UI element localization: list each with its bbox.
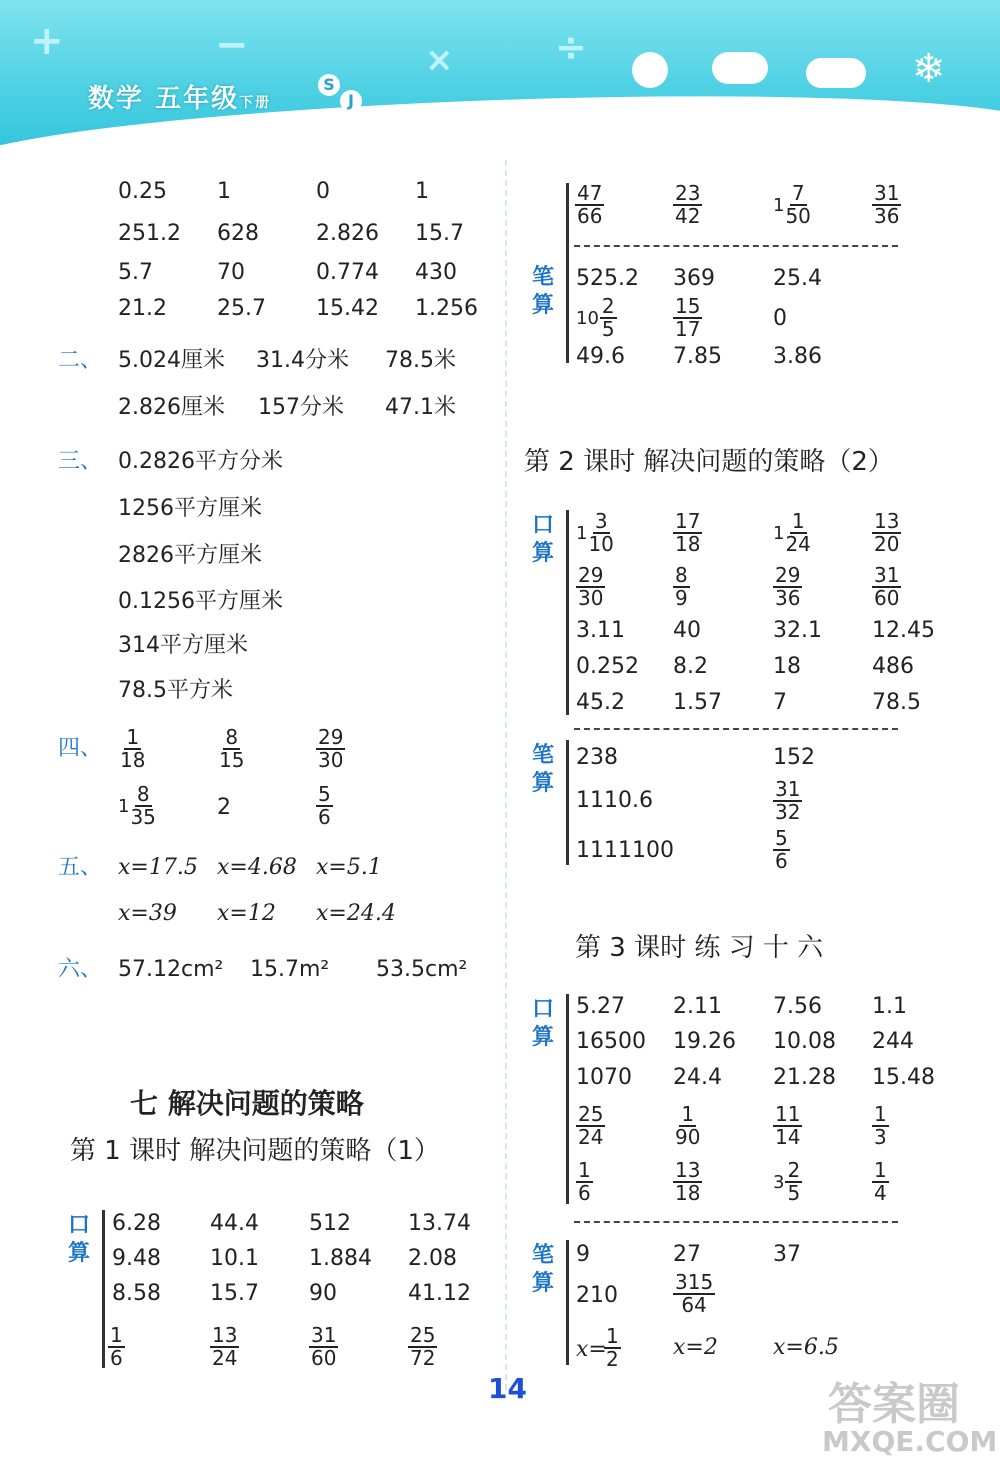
cell: 1070 — [576, 1065, 632, 1090]
bracket-bar — [102, 1210, 105, 1368]
cell: 78.5 — [872, 690, 921, 715]
cell: 3.11 — [576, 618, 625, 643]
cell: 19.26 — [673, 1029, 736, 1054]
equation: x=24.4 — [316, 901, 396, 926]
answer: 314平方厘米 — [118, 633, 248, 658]
fraction: $\frac{15}{17}$ — [675, 294, 701, 341]
cell: 5.7 — [118, 260, 153, 285]
fraction: $\frac{31}{32}$ — [775, 777, 801, 824]
question-label-5: 五、 — [58, 855, 103, 880]
unit-title: 七 解决问题的策略 — [130, 1087, 364, 1120]
lesson-3-title: 第 3 课时 练 习 十 六 — [575, 933, 824, 963]
mixed-number: 3 2 5 — [773, 1158, 801, 1205]
sun-icon — [632, 52, 668, 88]
question-label-6: 六、 — [58, 957, 103, 982]
cell: 8.2 — [673, 654, 708, 679]
cell: 2.08 — [408, 1246, 457, 1271]
bracket-bar — [566, 994, 569, 1204]
fraction: $\frac{31}{60}$ — [874, 563, 900, 610]
cell: 1.57 — [673, 690, 722, 715]
dashed-separator — [574, 245, 898, 247]
cell: 37 — [773, 1242, 801, 1267]
lesson-2-title: 第 2 课时 解决问题的策略（2） — [524, 447, 894, 477]
answer: 2.826厘米 — [118, 395, 225, 420]
answer: 47.1米 — [385, 395, 456, 420]
cell: 3.86 — [773, 344, 822, 369]
book-title: 数学 五年级下册 — [88, 84, 272, 114]
bracket-bar — [566, 1240, 569, 1365]
column-divider — [505, 160, 507, 1390]
answer: 2 — [217, 795, 231, 820]
fraction: $\frac{8}{9}$ — [675, 563, 688, 610]
answer: 2826平方厘米 — [118, 543, 262, 568]
answer: 0.1256平方厘米 — [118, 589, 283, 614]
fraction: $\frac{5}{6}$ — [318, 782, 331, 829]
cell: 25.7 — [217, 296, 266, 321]
fraction: $\frac{13}{18}$ — [675, 1158, 701, 1205]
fraction: $\frac{29}{30}$ — [318, 725, 344, 772]
cell: 525.2 — [576, 266, 639, 291]
fraction: $\frac{47}{66}$ — [577, 181, 603, 228]
fraction: $\frac{1}{3}$ — [874, 1102, 887, 1149]
equation: x= — [576, 1337, 607, 1362]
question-label-4: 四、 — [58, 736, 103, 761]
fraction: $\frac{17}{18}$ — [675, 509, 701, 556]
fraction: $\frac{11}{14}$ — [775, 1102, 801, 1149]
fraction: $\frac{315}{64}$ — [675, 1270, 714, 1317]
fraction: $\frac{1}{6}$ — [578, 1158, 591, 1205]
equation: x=6.5 — [773, 1335, 839, 1360]
header-banner — [0, 0, 1000, 145]
badge-s: S — [318, 74, 340, 96]
cell: 0.25 — [118, 179, 167, 204]
mixed-number: 1 1 24 — [773, 509, 811, 556]
cell: 1.884 — [309, 1246, 372, 1271]
fraction: $\frac{25}{24}$ — [578, 1102, 604, 1149]
cell: 1110.6 — [576, 788, 653, 813]
cell: 369 — [673, 266, 715, 291]
cell: 8.58 — [112, 1281, 161, 1306]
cell: 49.6 — [576, 344, 625, 369]
cell: 15.48 — [872, 1065, 935, 1090]
cell: 512 — [309, 1211, 351, 1236]
fraction: $\frac{31}{36}$ — [874, 181, 900, 228]
cell: 628 — [217, 221, 259, 246]
cell: 6.28 — [112, 1211, 161, 1236]
cell: 251.2 — [118, 221, 181, 246]
cell: 244 — [872, 1029, 914, 1054]
answer: 57.12cm² — [118, 957, 224, 982]
fraction: $\frac{13}{20}$ — [874, 509, 900, 556]
cell: 45.2 — [576, 690, 625, 715]
answer: 5.024厘米 — [118, 348, 225, 373]
watermark-url: MXQE.COM — [822, 1425, 998, 1458]
fraction: $\frac{1}{6}$ — [110, 1323, 123, 1370]
cell: 152 — [773, 745, 815, 770]
cell: 27 — [673, 1242, 701, 1267]
answer: 53.5cm² — [376, 957, 468, 982]
plus-decoration-icon: + — [30, 18, 64, 64]
cell: 1 — [415, 179, 429, 204]
dashed-separator — [574, 1221, 898, 1223]
bracket-bar — [566, 183, 569, 363]
bracket-bar — [566, 740, 569, 865]
equation: x=4.68 — [217, 855, 297, 880]
cell: 10.1 — [210, 1246, 259, 1271]
cell: 7.85 — [673, 344, 722, 369]
fraction: $\frac{23}{42}$ — [675, 181, 701, 228]
cell: 21.2 — [118, 296, 167, 321]
dashed-separator — [574, 728, 898, 730]
cell: 13.74 — [408, 1211, 471, 1236]
cell: 7 — [773, 690, 787, 715]
cell: 24.4 — [673, 1065, 722, 1090]
cell: 1.256 — [415, 296, 478, 321]
fraction: $\frac{25}{72}$ — [410, 1323, 436, 1370]
cell: 0 — [316, 179, 330, 204]
cell: 41.12 — [408, 1281, 471, 1306]
cell: 32.1 — [773, 618, 822, 643]
cell: 70 — [217, 260, 245, 285]
answer: 78.5米 — [385, 348, 456, 373]
equation: x=2 — [673, 1335, 718, 1360]
equation: x=5.1 — [316, 855, 382, 880]
mixed-number: 1 8 35 — [118, 782, 156, 829]
answer: 15.7m² — [250, 957, 330, 982]
fraction: $\frac{8}{15}$ — [219, 725, 245, 772]
cell: 15.7 — [415, 221, 464, 246]
cell: 430 — [415, 260, 457, 285]
cell: 1 — [217, 179, 231, 204]
minus-decoration-icon: − — [215, 22, 249, 68]
cell: 10.08 — [773, 1029, 836, 1054]
snowflake-icon: ❄ — [912, 46, 946, 92]
cell: 1111100 — [576, 838, 674, 863]
cell: 210 — [576, 1283, 618, 1308]
answer: 31.4分米 — [256, 348, 349, 373]
cell: 0.252 — [576, 654, 639, 679]
written-calc-tag: 笔算 — [531, 265, 554, 318]
answer: 1256平方厘米 — [118, 496, 262, 521]
fraction: $\frac{1}{4}$ — [874, 1158, 887, 1205]
cell: 7.56 — [773, 994, 822, 1019]
equation: x=39 — [118, 901, 177, 926]
cell: 5.27 — [576, 994, 625, 1019]
oral-calc-tag: 口算 — [531, 997, 554, 1050]
cell: 486 — [872, 654, 914, 679]
answer: 157分米 — [258, 395, 344, 420]
cell: 40 — [673, 618, 701, 643]
cell: 9.48 — [112, 1246, 161, 1271]
fraction: $\frac{29}{36}$ — [775, 563, 801, 610]
watermark-logo: 答案圈 — [828, 1379, 960, 1430]
oral-calc-tag: 口算 — [67, 1213, 90, 1266]
mixed-number: 1 3 10 — [576, 509, 614, 556]
page-number: 14 — [488, 1372, 527, 1405]
cell: 44.4 — [210, 1211, 259, 1236]
cell: 90 — [309, 1281, 337, 1306]
cell: 9 — [576, 1242, 590, 1267]
bracket-bar — [566, 510, 569, 715]
divide-decoration-icon: ÷ — [555, 25, 587, 69]
cell: 16500 — [576, 1029, 646, 1054]
cell: 25.4 — [773, 266, 822, 291]
times-decoration-icon: × — [425, 40, 454, 80]
cell: 12.45 — [872, 618, 935, 643]
written-calc-tag: 笔算 — [531, 1243, 554, 1296]
answer: 0.2826平方分米 — [118, 449, 283, 474]
cell: 18 — [773, 654, 801, 679]
lesson-1-title: 第 1 课时 解决问题的策略（1） — [70, 1136, 440, 1166]
cell: 2.826 — [316, 221, 379, 246]
cell: 0 — [773, 306, 787, 331]
fraction: $\frac{1}{2}$ — [606, 1324, 619, 1371]
answer: 78.5平方米 — [118, 678, 233, 703]
cell: 15.7 — [210, 1281, 259, 1306]
cell: 21.28 — [773, 1065, 836, 1090]
cell: 238 — [576, 745, 618, 770]
equation: x=12 — [217, 901, 276, 926]
cell: 15.42 — [316, 296, 379, 321]
cell: 1.1 — [872, 994, 907, 1019]
cell: 0.774 — [316, 260, 379, 285]
badge-j: J — [340, 90, 362, 112]
fraction: $\frac{1}{90}$ — [675, 1102, 701, 1149]
equation: x=17.5 — [118, 855, 198, 880]
fraction: $\frac{31}{60}$ — [311, 1323, 337, 1370]
cloud-icon — [712, 52, 768, 84]
oral-calc-tag: 口算 — [531, 513, 554, 566]
question-label-2: 二、 — [58, 348, 103, 373]
fraction: $\frac{1}{18}$ — [120, 725, 146, 772]
rain-cloud-icon — [806, 58, 866, 88]
fraction: $\frac{5}{6}$ — [775, 826, 788, 873]
mixed-number: 10 2 5 — [576, 294, 615, 341]
written-calc-tag: 笔算 — [531, 743, 554, 796]
mixed-number: 1 7 50 — [773, 181, 811, 228]
fraction: $\frac{13}{24}$ — [212, 1323, 238, 1370]
cell: 2.11 — [673, 994, 722, 1019]
question-label-3: 三、 — [58, 449, 103, 474]
fraction: $\frac{29}{30}$ — [578, 563, 604, 610]
